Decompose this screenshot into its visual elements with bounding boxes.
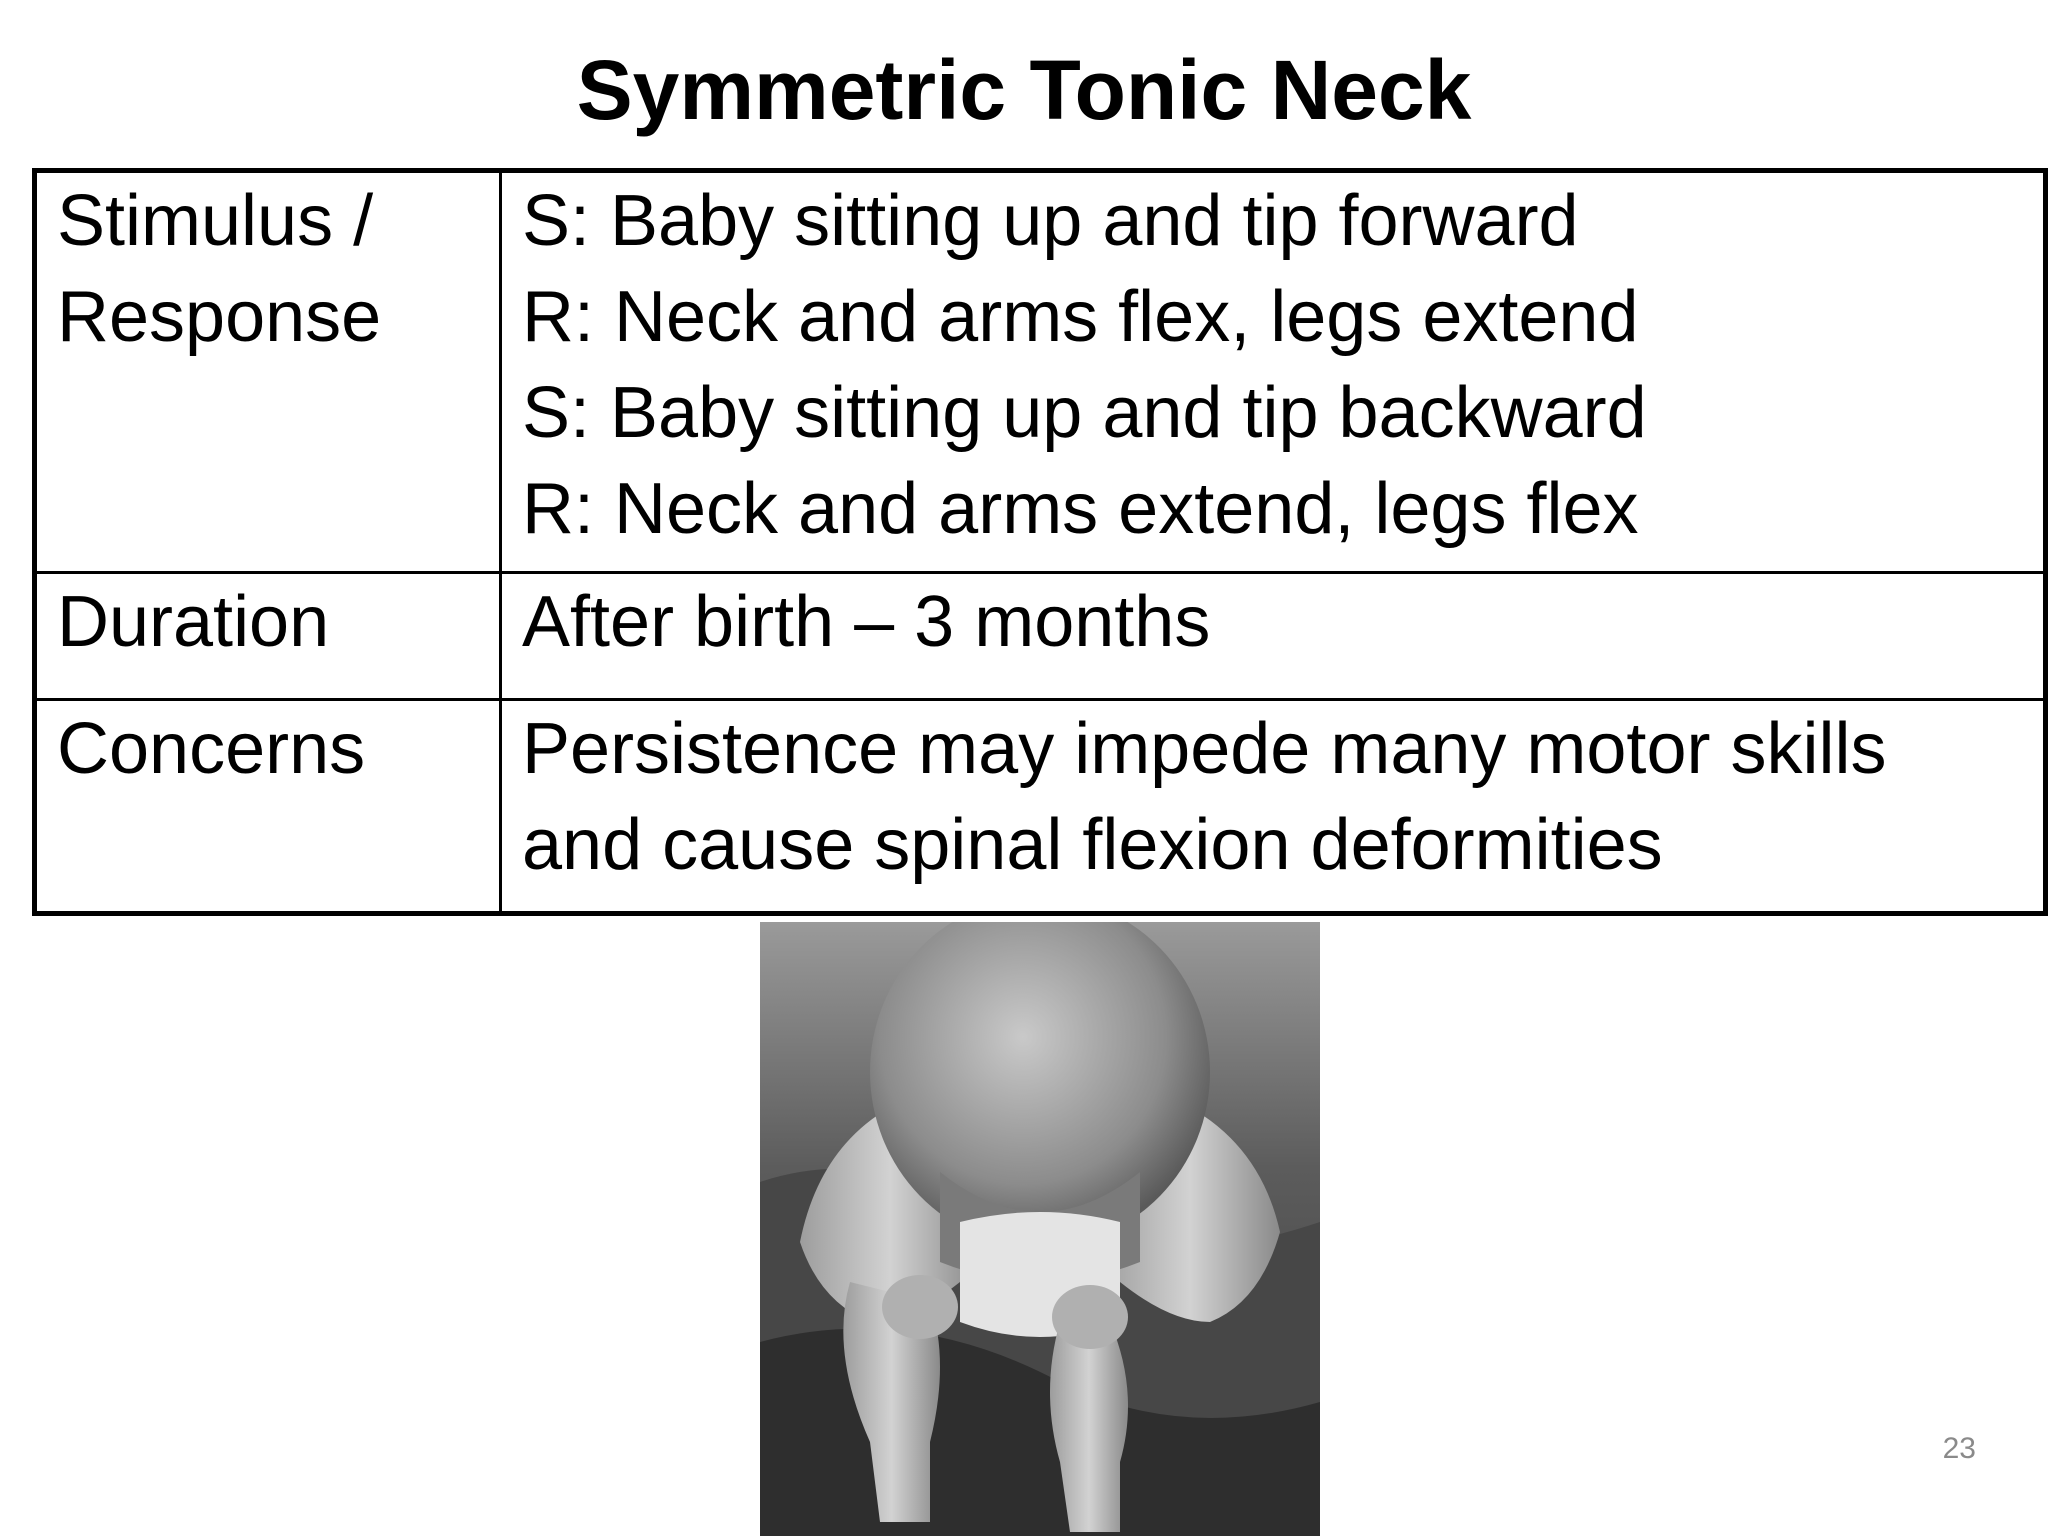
right-fist xyxy=(1052,1285,1128,1349)
content-line: and cause spinal flexion deformities xyxy=(522,805,1663,885)
table-row-stimulus-response xyxy=(35,171,2046,573)
baby-photo xyxy=(760,922,1320,1536)
row-label-line: Response xyxy=(57,277,382,357)
content-line: After birth – 3 months xyxy=(522,582,1211,662)
content-line: R: Neck and arms extend, legs flex xyxy=(522,469,1639,549)
content-line: R: Neck and arms flex, legs extend xyxy=(522,277,1639,357)
row-label-stimulus-response xyxy=(35,171,501,573)
row-label-line: Stimulus / xyxy=(57,181,374,261)
content-line: Persistence may impede many motor skills xyxy=(522,709,1887,789)
row-label-duration xyxy=(35,573,501,700)
row-label-line: Duration xyxy=(57,582,330,662)
slide-title: Symmetric Tonic Neck xyxy=(576,43,1472,137)
row-content-stimulus-response xyxy=(501,171,2046,573)
row-label-concerns xyxy=(35,700,501,914)
row-content-concerns xyxy=(501,700,2046,914)
baby-photo-illustration xyxy=(760,922,1320,1536)
page-number: 23 xyxy=(1942,1432,1976,1465)
reflex-table xyxy=(32,168,2048,916)
table-row-concerns xyxy=(35,700,2046,914)
left-fist xyxy=(882,1275,958,1339)
table-row-duration xyxy=(35,573,2046,700)
row-label-line: Concerns xyxy=(57,709,366,789)
content-line: S: Baby sitting up and tip backward xyxy=(522,373,1647,453)
row-content-duration xyxy=(501,573,2046,700)
content-line: S: Baby sitting up and tip forward xyxy=(522,181,1579,261)
